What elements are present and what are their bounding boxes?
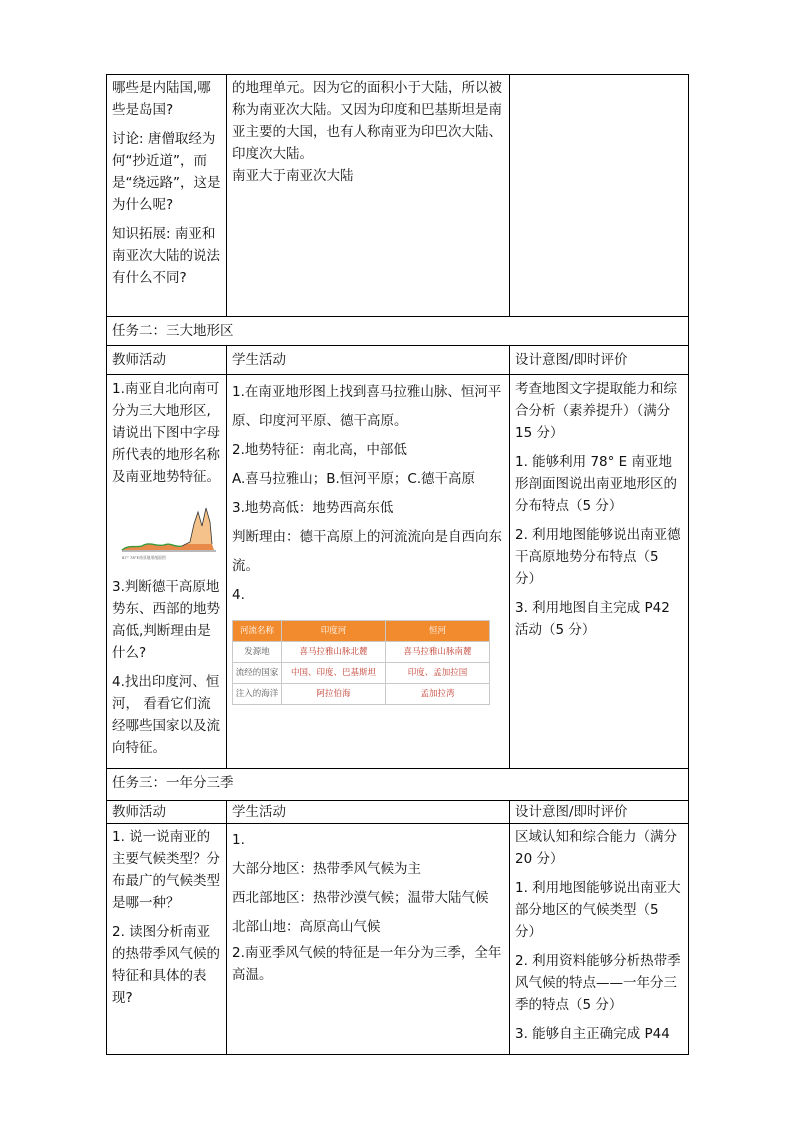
task2-design-2: 2. 利用地图能够说出南亚德干高原地势分布特点（5 分） <box>515 527 681 587</box>
top-student-p2: 南亚大于南亚次大陆 <box>232 168 354 184</box>
top-student-p1: 的地理单元。因为它的面积小于大陆，所以被称为南亚次大陆。又因为印度和巴基斯坦是南亚主要的大国，也有人称南亚为印巴次大陆、印度次大陆。 <box>232 80 502 162</box>
task2-header-design: 设计意图/即时评价 <box>510 346 689 375</box>
task3-teacher-cell <box>107 824 227 1055</box>
task2-student-cell <box>227 375 510 769</box>
task3-student-5: 2.南亚季风气候的特征是一年分为三季，全年高温。 <box>232 945 502 983</box>
river-header-indus: 印度河 <box>282 621 386 642</box>
task2-design-1: 1. 能够利用 78° E 南亚地形剖面图说出南亚地形区的分布特点（5 分） <box>515 454 677 514</box>
top-teacher-q1: 哪些是内陆国,哪些是岛国? <box>112 80 211 118</box>
task2-header-teacher: 教师活动 <box>107 346 227 375</box>
top-row <box>107 75 689 317</box>
task3-design-0: 区域认知和综合能力（满分 20 分） <box>515 829 677 867</box>
terrain-profile-chart <box>120 504 230 562</box>
task3-design-1: 1. 利用地图能够说出南亚大部分地区的气候类型（5 分） <box>515 880 681 940</box>
task2-teacher-4: 4.找出印度河、恒河， 看看它们流经哪些国家以及流向特征。 <box>112 674 220 756</box>
task3-header-row <box>107 801 689 824</box>
terrain-caption: 87° 78°E南亚地形剖面图 <box>122 555 166 560</box>
task3-title-row <box>107 769 689 801</box>
river-row-ocean <box>233 684 490 705</box>
task2-title: 任务二：三大地形区 <box>107 317 689 346</box>
task2-student-2: 2.地势特征：南北高，中部低 <box>232 442 407 458</box>
river-cell: 阿拉伯海 <box>282 684 386 705</box>
river-cell: 中国、印度、巴基斯坦 <box>282 663 386 684</box>
task2-student-5: 判断理由：德干高原上的河流流向是自西向东流。 <box>232 529 502 574</box>
task3-student-2: 大部分地区：热带季风气候为主 <box>232 861 421 877</box>
top-student-cell <box>227 75 510 317</box>
top-design-cell <box>510 75 689 317</box>
task3-design-3: 3. 能够自主正确完成 P44 <box>515 1026 670 1042</box>
lesson-plan-table <box>106 74 689 1055</box>
river-row-label: 发源地 <box>233 642 282 663</box>
task2-design-cell <box>510 375 689 769</box>
task3-header-teacher: 教师活动 <box>107 801 227 824</box>
river-cell: 喜马拉雅山脉南麓 <box>386 642 490 663</box>
task2-student-3: A.喜马拉雅山；B.恒河平原；C.德干高原 <box>232 471 476 487</box>
top-teacher-q2: 讨论: 唐僧取经为何“抄近道”，而是“绕远路”，这是为什么呢? <box>112 131 221 213</box>
river-cell: 喜马拉雅山脉北麓 <box>282 642 386 663</box>
task2-header-student: 学生活动 <box>227 346 510 375</box>
river-header-label: 河流名称 <box>233 621 282 642</box>
task3-student-3: 西北部地区：热带沙漠气候；温带大陆气候 <box>232 890 489 906</box>
task3-content-row <box>107 824 689 1055</box>
task3-student-cell <box>227 824 510 1055</box>
task3-header-student: 学生活动 <box>227 801 510 824</box>
river-row-label: 注入的海洋 <box>233 684 282 705</box>
task3-title: 任务三：一年分三季 <box>107 769 689 801</box>
task3-header-design: 设计意图/即时评价 <box>510 801 689 824</box>
river-header-ganges: 恒河 <box>386 621 490 642</box>
task3-design-cell <box>510 824 689 1055</box>
task2-teacher-1: 1.南亚自北向南可分为三大地形区,请说出下图中字母所代表的地形名称及南亚地势特征。 <box>112 381 220 485</box>
river-table <box>232 620 490 705</box>
river-header-row <box>233 621 490 642</box>
task3-teacher-1: 1. 说一说南亚的主要气候类型？分布最广的气候类型是哪一种？ <box>112 829 220 911</box>
task2-student-4: 3.地势高低：地势西高东低 <box>232 500 394 516</box>
top-teacher-cell <box>107 75 227 317</box>
river-row-countries <box>233 663 490 684</box>
task2-header-row <box>107 346 689 375</box>
task3-teacher-2: 2. 读图分析南亚的热带季风气候的特征和具体的表现? <box>112 924 220 1006</box>
task3-student-4: 北部山地：高原高山气候 <box>232 919 381 935</box>
task2-design-0: 考查地图文字提取能力和综合分析（素养提升）（满分 15 分） <box>515 381 677 441</box>
terrain-peak-fill <box>186 508 212 544</box>
task2-title-row <box>107 317 689 346</box>
task2-student-1: 1.在南亚地形图上找到喜马拉雅山脉、恒河平原、印度河平原、德干高原。 <box>232 384 502 429</box>
river-row-source <box>233 642 490 663</box>
task2-teacher-cell <box>107 375 227 769</box>
river-cell: 孟加拉湾 <box>386 684 490 705</box>
task2-student-6: 4. <box>232 587 245 603</box>
task2-teacher-3: 3.判断德干高原地势东、西部的地势高低,判断理由是什么? <box>112 579 220 661</box>
task2-design-3: 3. 利用地图自主完成 P42 活动（5 分） <box>515 600 670 638</box>
task2-content-row <box>107 375 689 769</box>
task3-design-2: 2. 利用资料能够分析热带季风气候的特点——一年分三季的特点（5 分） <box>515 953 681 1013</box>
river-row-label: 流经的国家 <box>233 663 282 684</box>
river-cell: 印度、孟加拉国 <box>386 663 490 684</box>
top-teacher-q3: 知识拓展: 南亚和南亚次大陆的说法有什么不同? <box>112 226 220 286</box>
task3-student-1: 1. <box>232 832 245 848</box>
